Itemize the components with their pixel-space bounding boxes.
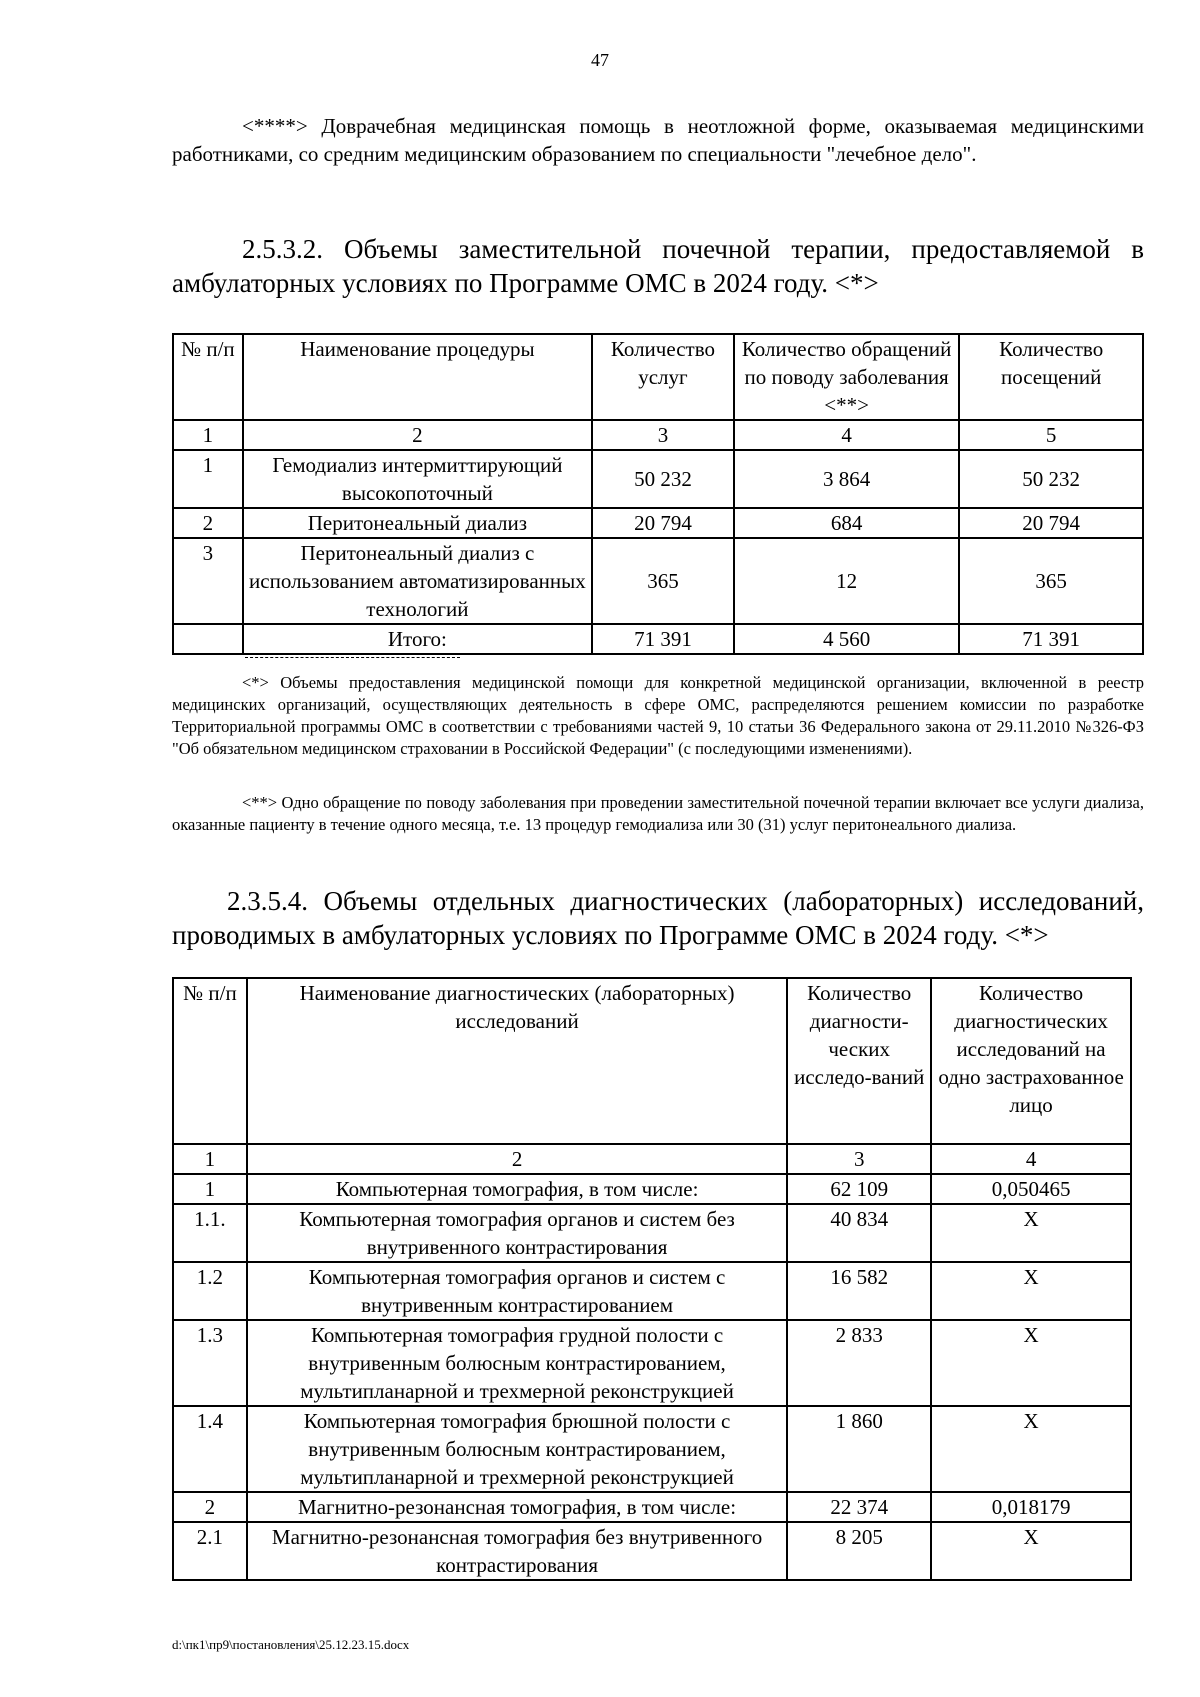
header-services: Количество услуг [592, 334, 734, 420]
footnote-1-text: <*> Объемы предоставления медицинской помощи для конкретной медицинской организации, включенной в реестр медицинских организаций, осуществляющих деятельность в сфере ОМС, распределяются решением комиссии по разработке Территориальной программы ОМС в соответствии с требованиями частей 9, 10 статьи 36 Федерального закона от 29.11.2010 №326-ФЗ "Об обязательном медицинском страховании в Российской Федерации" (с последующими изменениями). [172, 673, 1144, 758]
table-row [173, 1406, 1131, 1492]
header-research-name: Наименование диагностических (лабораторных) исследований [247, 978, 787, 1144]
table-row [173, 1262, 1131, 1320]
section1-heading-text: 2.5.3.2. Объемы заместительной почечной терапии, предоставляемой в амбулаторных условиях по Программе ОМС в 2024 году. <*> [172, 234, 1144, 298]
row-number: 1 [173, 1174, 247, 1204]
research-name: Магнитно-резонансная томография без внутривенного контрастирования [247, 1522, 787, 1580]
section2-heading [172, 884, 1144, 952]
header-procedure: Наименование процедуры [243, 334, 592, 420]
total-row [173, 624, 1143, 654]
per-person-value: X [931, 1204, 1131, 1262]
page-number: 47 [591, 50, 609, 70]
row-number: 1.3 [173, 1320, 247, 1406]
footnote-2-text: <**> Одно обращение по поводу заболевания при проведении заместительной почечной терапии включает все услуги диализа, оказанные пациенту в течение одного месяца, т.е. 13 процедур гемодиализа или 30 (31) услуг перитонеального диализа. [172, 793, 1144, 834]
research-name: Компьютерная томография грудной полости с внутривенным болюсным контрастированием, мультипланарной и трехмерной реконструкцией [247, 1320, 787, 1406]
row-number: 1.4 [173, 1406, 247, 1492]
table-row [173, 538, 1143, 624]
research-count: 62 109 [787, 1174, 931, 1204]
research-count: 40 834 [787, 1204, 931, 1262]
header-appeals: Количество обращений по поводу заболевания <**> [734, 334, 959, 420]
total-visits: 71 391 [959, 624, 1143, 654]
services-count: 365 [592, 538, 734, 624]
footnote-separator [245, 657, 460, 658]
column-number-row [173, 420, 1143, 450]
table-row [173, 1492, 1131, 1522]
visits-count: 20 794 [959, 508, 1143, 538]
section2-heading-text: 2.3.5.4. Объемы отдельных диагностических (лабораторных) исследований, проводимых в амбулаторных условиях по Программе ОМС в 2024 году. <*> [172, 886, 1144, 950]
appeals-count: 12 [734, 538, 959, 624]
table-row [173, 1522, 1131, 1580]
table-row [173, 450, 1143, 508]
row-number: 2 [173, 508, 243, 538]
footer-file-path: d:\пк1\пр9\постановления\25.12.23.15.docx [172, 1637, 410, 1652]
appeals-count: 3 864 [734, 450, 959, 508]
footnote-1 [172, 672, 1144, 760]
row-number: 1.2 [173, 1262, 247, 1320]
col-number: 3 [787, 1144, 931, 1174]
per-person-value: X [931, 1320, 1131, 1406]
total-label: Итого: [243, 624, 592, 654]
section1-heading [172, 232, 1144, 300]
col-number: 3 [592, 420, 734, 450]
research-name: Компьютерная томография брюшной полости с внутривенным болюсным контрастированием, мультипланарной и трехмерной реконструкцией [247, 1406, 787, 1492]
services-count: 50 232 [592, 450, 734, 508]
appeals-count: 684 [734, 508, 959, 538]
top-note-text: <****> Доврачебная медицинская помощь в неотложной форме, оказываемая медицинскими работниками, со средним медицинским образованием по специальности "лечебное дело". [172, 114, 1144, 166]
total-appeals: 4 560 [734, 624, 959, 654]
column-number-row [173, 1144, 1131, 1174]
header-research-count: Количество диагности-ческих исследо-ваний [787, 978, 931, 1144]
procedure-name: Перитонеальный диализ [243, 508, 592, 538]
procedure-name: Гемодиализ интермиттирующий высокопоточный [243, 450, 592, 508]
visits-count: 50 232 [959, 450, 1143, 508]
services-count: 20 794 [592, 508, 734, 538]
research-count: 16 582 [787, 1262, 931, 1320]
col-number: 1 [173, 420, 243, 450]
per-person-value: X [931, 1262, 1131, 1320]
table-header-row [173, 334, 1143, 420]
total-empty [173, 624, 243, 654]
header-per-person: Количество диагностических исследований на одно застрахованное лицо [931, 978, 1131, 1144]
research-name: Компьютерная томография органов и систем с внутривенным контрастированием [247, 1262, 787, 1320]
col-number: 4 [734, 420, 959, 450]
procedure-name: Перитонеальный диализ с использованием автоматизированных технологий [243, 538, 592, 624]
header-visits: Количество посещений [959, 334, 1143, 420]
research-count: 8 205 [787, 1522, 931, 1580]
research-name: Компьютерная томография органов и систем без внутривенного контрастирования [247, 1204, 787, 1262]
header-number: № п/п [173, 978, 247, 1144]
table-row [173, 1320, 1131, 1406]
table-row [173, 1204, 1131, 1262]
research-count: 1 860 [787, 1406, 931, 1492]
row-number: 1.1. [173, 1204, 247, 1262]
per-person-value: 0,018179 [931, 1492, 1131, 1522]
row-number: 3 [173, 538, 243, 624]
per-person-value: 0,050465 [931, 1174, 1131, 1204]
research-count: 2 833 [787, 1320, 931, 1406]
col-number: 2 [247, 1144, 787, 1174]
header-number: № п/п [173, 334, 243, 420]
row-number: 1 [173, 450, 243, 508]
visits-count: 365 [959, 538, 1143, 624]
col-number: 1 [173, 1144, 247, 1174]
diagnostics-table [172, 977, 1132, 1581]
table-header-row [173, 978, 1131, 1144]
row-number: 2.1 [173, 1522, 247, 1580]
total-services: 71 391 [592, 624, 734, 654]
top-note [172, 112, 1144, 168]
per-person-value: X [931, 1522, 1131, 1580]
table-row [173, 508, 1143, 538]
footnote-2 [172, 792, 1144, 836]
dialysis-table [172, 333, 1144, 655]
research-name: Магнитно-резонансная томография, в том числе: [247, 1492, 787, 1522]
research-name: Компьютерная томография, в том числе: [247, 1174, 787, 1204]
col-number: 5 [959, 420, 1143, 450]
table-row [173, 1174, 1131, 1204]
col-number: 2 [243, 420, 592, 450]
per-person-value: X [931, 1406, 1131, 1492]
row-number: 2 [173, 1492, 247, 1522]
research-count: 22 374 [787, 1492, 931, 1522]
col-number: 4 [931, 1144, 1131, 1174]
